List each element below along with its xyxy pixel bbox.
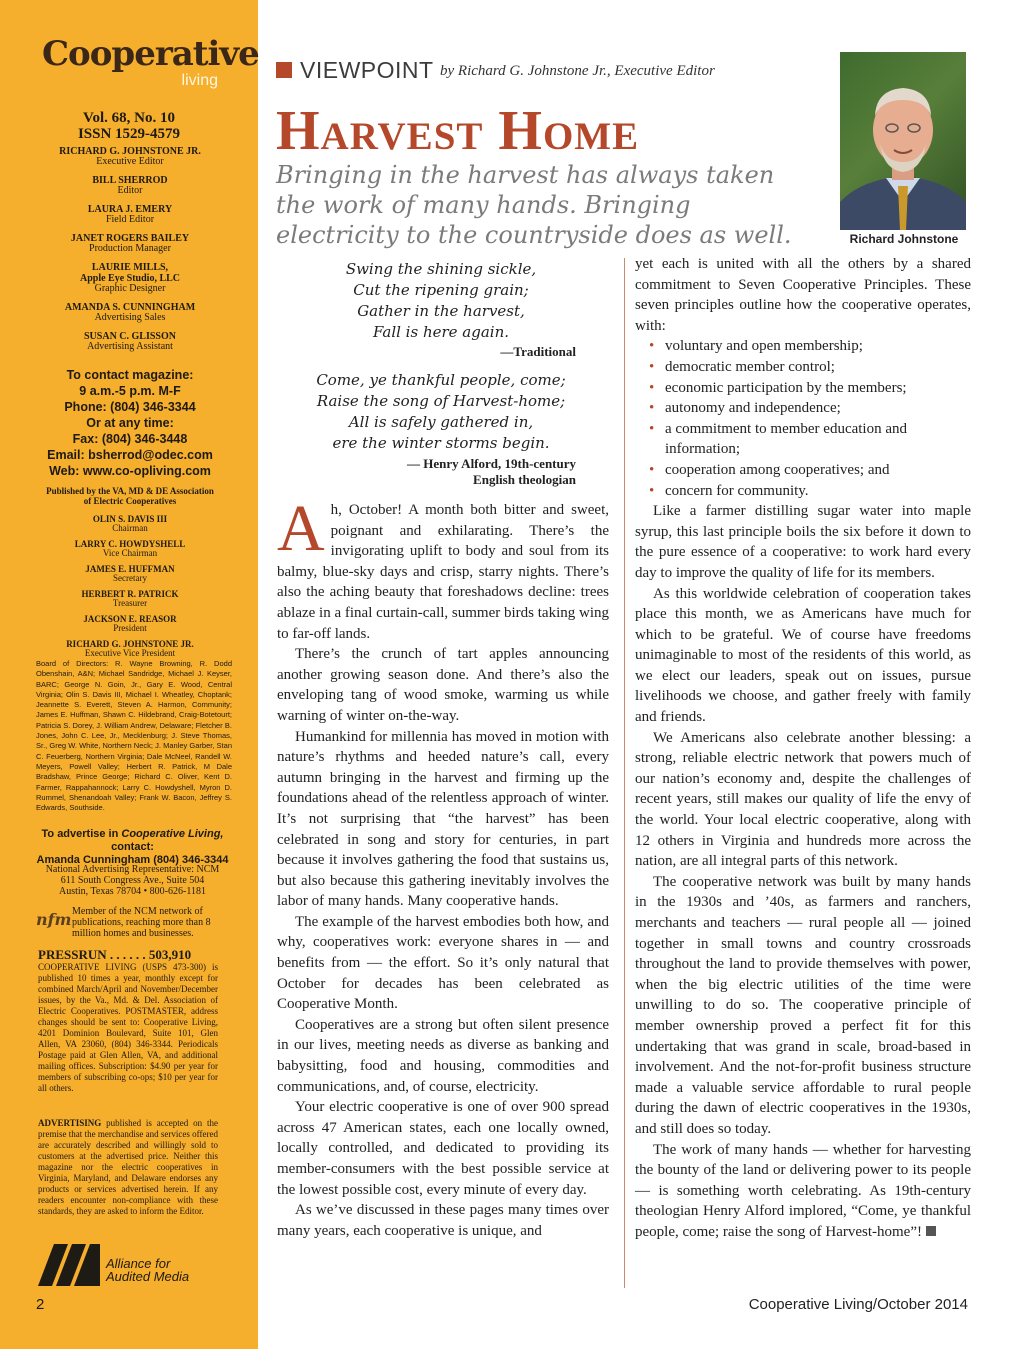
article-column-2 bbox=[635, 254, 971, 1243]
paragraph: The cooperative network was built by many hands in the 1930s and ’40s, as farmers and ranchers, merchants and teachers — rural people all — joined together in small towns and country crossroads throughout the land to provide themselves with power, when the big electric utilities of the time were unwilling to do so. The cooperative principle of member ownership proved a perfect fit for this undertaking that was grand in scale, broad-based in involvement. And the not-for-profit business structure made a valuable service affordable to rural people during the dawn of electric cooperatives in the 1930s, and still does so today. bbox=[635, 873, 971, 1137]
paragraph: We Americans also celebrate another blessing: a strong, reliable electric network that powers much of our nation’s economy and, despite the challenges of recent years, still makes our quality of life the envy of the world. Your local electric cooperative, along with 12 others in Virginia and hundreds more across the nation, are all integral parts of this network. bbox=[635, 729, 971, 870]
list-item: • cooperation among cooperatives; and bbox=[665, 460, 971, 481]
paragraph bbox=[635, 1140, 971, 1243]
staff-name: BILL SHERROD bbox=[92, 175, 168, 186]
author-photo bbox=[840, 52, 966, 230]
nat-rep-line: National Advertising Representative: NCM bbox=[45, 864, 220, 875]
advertise-notice bbox=[20, 828, 245, 867]
advertise-suffix: contact: bbox=[111, 841, 154, 853]
staff-entry bbox=[50, 233, 210, 254]
staff-role: Executive Editor bbox=[96, 156, 164, 167]
national-ad-rep bbox=[25, 864, 240, 897]
aam-line: Alliance for bbox=[106, 1256, 171, 1271]
logo-subword: living bbox=[181, 72, 218, 89]
advertising-disclaimer bbox=[38, 1118, 218, 1217]
paragraph: Humankind for millennia has moved in motion with nature’s rhythms and heeded nature’s call, every autumn bringing in the harvest and firming up the foundations ahead of the relentless approach of winter. It’s not surprising that “the harvest” has been celebrated in song and story for centuries, in part because it involves gathering the food that sustains us, but also because this gathering inevitably involves the labor of many hands. Many cooperative hands. bbox=[277, 728, 609, 910]
officer-name: HERBERT R. PATRICK bbox=[81, 589, 179, 599]
aam-logo-icon bbox=[38, 1244, 100, 1286]
officer-name: JACKSON E. REASOR bbox=[83, 614, 177, 624]
pressrun: PRESSRUN . . . . . . 503,910 bbox=[38, 947, 192, 962]
contact-anytime: Or at any time: bbox=[86, 416, 174, 430]
officer-entry bbox=[50, 514, 210, 533]
paragraph-text: h, October! A month both bitter and sweet, poignant and exhilarating. There’s the invigorating uplift to body and soul from its balmy, blue-sky days and crisp, starry nights. There’s also the aching beauty that foreshadows decline: trees ablaze in a final curtain-call, summer birds taking wing to far-off lands. bbox=[277, 502, 609, 642]
paragraph: There’s the crunch of tart apples announcing another growing season done. And there’s also the enveloping tang of wood smoke, warming us while warning of winter on-the-way. bbox=[277, 646, 609, 724]
list-item: • concern for community. bbox=[665, 481, 971, 502]
advertising-heading: ADVERTISING bbox=[38, 1118, 102, 1128]
list-item: • autonomy and independence; bbox=[665, 398, 971, 419]
advertise-magazine: Cooperative Living, bbox=[121, 828, 224, 840]
contact-heading: To contact magazine: bbox=[66, 368, 194, 382]
nat-rep-line: Austin, Texas 78704 • 800-626-1181 bbox=[59, 886, 206, 897]
page-number: 2 bbox=[36, 1296, 45, 1313]
contact-phone: Phone: (804) 346-3344 bbox=[64, 400, 196, 414]
contact-web[interactable]: Web: www.co-opliving.com bbox=[49, 464, 211, 478]
advertise-prefix: To advertise in bbox=[41, 828, 122, 840]
ncm-member-text: Member of the NCM network of publications, reaching more than 8 million homes and businesses. bbox=[72, 906, 211, 939]
officer-role: Secretary bbox=[113, 573, 147, 583]
paragraph: Your electric cooperative is one of over 900 spread across 47 American states, each one locally owned, locally controlled, and dedicated to providing its member-consumers with the best possible service at the lowest possible cost, every minute of every day. bbox=[277, 1099, 609, 1198]
officers-list bbox=[50, 514, 210, 664]
officer-role: Treasurer bbox=[112, 598, 148, 608]
paragraph bbox=[277, 492, 609, 644]
end-mark-icon bbox=[926, 1226, 936, 1236]
staff-company: Apple Eye Studio, LLC bbox=[79, 273, 181, 284]
board-of-directors: Board of Directors: R. Wayne Browning, R. Dodd Obenshain, A&N; Michael Sandridge, Michael J. Keyser, BARC; George N. Goin, Jr., Gary E. Wood, Central Virginia; Olin S. Davis III, Michael I. Wheatley, Choptank; Jeannette S. Everett, Steven A. Harmon, Community; James E. Huffman, Shawn C. Hildebrand, Craig-Botetourt; Patricia S. Dorey, J. William Andrew, Delaware; Fletcher B. Jones, John C. Lee, Jr., Mecklenburg; J. Steve Thomas, Sr., Greg W. White, Northern Neck; J. Manley Garber, Stan C. Feuerberg, Northern Virginia; Dale McNeel, Randell W. Meyers, Powell Valley; Herbert R. Patrick, M Dale Bradshaw, Prince George; Richard C. Oliver, Kent D. Farmer, Rappahannock; Larry C. Howdyshell, Myron D. Rummel, Shenandoah Valley; Frank W. Bacon, Jeffrey S. Edwards, Southside. bbox=[36, 659, 232, 813]
contact-hours: 9 a.m.-5 p.m. M-F bbox=[79, 384, 181, 398]
paragraph: Cooperatives are a strong but often silent presence in our lives, meeting needs as diverse as banking and babysitting, food and housing, commodities and communications, and, of course, electricity. bbox=[277, 1016, 609, 1095]
staff-role: Field Editor bbox=[105, 214, 155, 225]
staff-name: SUSAN C. GLISSON bbox=[84, 331, 176, 342]
list-item: • democratic member control; bbox=[665, 357, 971, 378]
staff-name: RICHARD G. JOHNSTONE JR. bbox=[59, 146, 201, 157]
section-marker-icon bbox=[276, 62, 292, 78]
officer-role: Executive Vice President bbox=[84, 648, 176, 658]
issn: ISSN 1529-4579 bbox=[77, 126, 181, 142]
column-divider bbox=[624, 258, 625, 1288]
officer-entry bbox=[50, 539, 210, 558]
nat-rep-line: 611 South Congress Ave., Suite 504 bbox=[60, 875, 205, 886]
poem-line: Fall is here again. bbox=[372, 323, 510, 341]
staff-list bbox=[50, 146, 210, 360]
officer-name: OLIN S. DAVIS III bbox=[92, 514, 168, 524]
officer-entry bbox=[50, 589, 210, 608]
published-by: Published by the VA, MD & DE Association of Electric Cooperatives bbox=[46, 486, 214, 506]
officer-entry bbox=[50, 639, 210, 658]
staff-role: Editor bbox=[117, 185, 143, 196]
paragraph: The example of the harvest embodies both how, and why, cooperatives work: everyone shares in — and benefits from — the effort. So it’s only natural that October for decades has been celebrated as Cooperative Month. bbox=[277, 913, 609, 1013]
poem-line: All is safely gathered in, bbox=[348, 413, 534, 431]
paragraph: yet each is united with all the others by a shared commitment to Seven Cooperative Principles. These seven principles outline how the cooperative operates, with: bbox=[635, 256, 971, 334]
staff-entry bbox=[50, 175, 210, 196]
poem-alford bbox=[291, 370, 591, 454]
officer-role: Vice Chairman bbox=[102, 548, 158, 558]
officer-entry bbox=[50, 564, 210, 583]
staff-role: Graphic Designer bbox=[94, 283, 166, 294]
staff-name: JANET ROGERS BAILEY bbox=[70, 233, 190, 244]
aam-text bbox=[106, 1257, 216, 1283]
contact-info bbox=[30, 367, 230, 479]
poem-line: Swing the shining sickle, bbox=[345, 260, 537, 278]
staff-entry bbox=[50, 302, 210, 323]
staff-entry bbox=[50, 262, 210, 294]
list-item: • a commitment to member education and information; bbox=[665, 419, 971, 460]
ncm-logo-icon: nfm bbox=[36, 910, 72, 929]
logo-wordmark: Cooperative bbox=[42, 34, 259, 74]
poem-attribution bbox=[360, 456, 576, 488]
section-label: VIEWPOINT bbox=[300, 57, 434, 83]
officer-role: Chairman bbox=[112, 523, 148, 533]
masthead-sidebar bbox=[0, 0, 258, 1349]
attribution-line: —Traditional bbox=[500, 344, 576, 359]
poem-traditional bbox=[296, 259, 586, 343]
paragraph: As this worldwide celebration of cooperation takes place this month, we as Americans have much for which to be grateful. We of course have freedoms unimaginable to most of the residents of this world, as we elect our leaders, speak out on issues, pursue livelihoods we choose, and gather freely with family and friends. bbox=[635, 585, 971, 726]
staff-entry bbox=[50, 204, 210, 225]
list-item: • voluntary and open membership; bbox=[665, 336, 971, 357]
attribution-line: — Henry Alford, 19th-century bbox=[407, 456, 576, 471]
deck: Bringing in the harvest has always taken the work of many hands. Bringing electricity to the countryside does as well. bbox=[276, 161, 792, 249]
poem-line: Raise the song of Harvest-home; bbox=[316, 392, 566, 410]
officer-name: JAMES E. HUFFMAN bbox=[85, 564, 175, 574]
contact-fax: Fax: (804) 346-3448 bbox=[72, 432, 188, 446]
poem-line: ere the winter storms begin. bbox=[332, 434, 550, 452]
staff-name: LAURIE MILLS, bbox=[91, 262, 169, 273]
list-item: • economic participation by the members; bbox=[665, 378, 971, 399]
officer-name: RICHARD G. JOHNSTONE JR. bbox=[66, 639, 194, 649]
staff-role: Production Manager bbox=[89, 243, 171, 254]
officer-name: LARRY C. HOWDYSHELL bbox=[74, 539, 186, 549]
photo-caption: Richard Johnstone bbox=[849, 232, 959, 246]
attribution-line: English theologian bbox=[473, 472, 576, 487]
paragraph: Like a farmer distilling sugar water into maple syrup, this last principle boils the six before it down to the pure essence of a cooperative: to work hard every day to improve the quality of life for its members. bbox=[635, 503, 971, 581]
poem-line: Gather in the harvest, bbox=[357, 302, 525, 320]
advertising-text: published is accepted on the premise that the merchandise and services offered are accurately described and willingly sold to customers at the advertised price. Neither this magazine nor the electric cooperatives in Virginia, Maryland, and Delaware endorses any products or services advertised herein. If any readers encounter non-compliance with these standards, they are asked to inform the Editor. bbox=[38, 1118, 218, 1216]
staff-name: AMANDA S. CUNNINGHAM bbox=[64, 302, 196, 313]
staff-name: LAURA J. EMERY bbox=[87, 204, 173, 215]
poem-line: Come, ye thankful people, come; bbox=[316, 371, 566, 389]
byline: by Richard G. Johnstone Jr., Executive Editor bbox=[440, 63, 715, 79]
author-portrait-icon bbox=[840, 52, 966, 230]
staff-entry bbox=[50, 146, 210, 167]
pressrun-body: COOPERATIVE LIVING (USPS 473-300) is published 10 times a year, monthly except for combined March/April and November/December issues, by the Va., Md. & Del. Association of Electric Cooperatives. POSTMASTER, address changes should be sent to: Cooperative Living, 4201 Dominion Boulevard, Suite 101, Glen Allen, VA 23060, (804) 346-3344. Periodicals Postage paid at Glen Allen, VA, and additional mailing offices. Subscription: $4.90 per year for members of subscribing co-ops; $10 per year for all others. bbox=[38, 962, 218, 1093]
headline: Harvest Home bbox=[276, 100, 640, 162]
contact-email[interactable]: Email: bsherrod@odec.com bbox=[47, 448, 213, 462]
officer-role: President bbox=[113, 623, 147, 633]
volume-number: Vol. 68, No. 10 bbox=[83, 110, 175, 126]
advertise-contact: Amanda Cunningham (804) 346-3344 bbox=[36, 854, 229, 866]
article-column-1 bbox=[277, 492, 609, 1241]
staff-role: Advertising Sales bbox=[94, 312, 166, 323]
magazine-logo bbox=[42, 34, 259, 89]
drop-cap: A bbox=[277, 492, 325, 565]
paragraph-text: The work of many hands — whether for harvesting the bounty of the land or delivering power to its people — is something worth celebrating. As 19th-century theologian Henry Alford implored, “Come, ye thankful people, come; raise the song of Harvest-home”! bbox=[635, 1141, 971, 1240]
footer-folio: Cooperative Living/October 2014 bbox=[748, 1296, 968, 1313]
staff-entry bbox=[50, 331, 210, 352]
principles-list bbox=[635, 336, 971, 501]
poem-attribution bbox=[400, 344, 576, 360]
officer-entry bbox=[50, 614, 210, 633]
poem-line: Cut the ripening grain; bbox=[353, 281, 529, 299]
paragraph: As we’ve discussed in these pages many times over many years, each cooperative is unique, and bbox=[277, 1202, 609, 1239]
aam-line: Audited Media bbox=[106, 1269, 190, 1284]
staff-role: Advertising Assistant bbox=[87, 341, 173, 352]
